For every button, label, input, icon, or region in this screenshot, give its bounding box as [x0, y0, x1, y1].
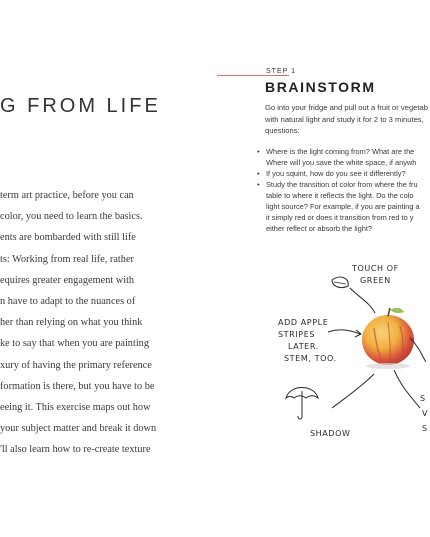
body-line: ents are bombarded with still life: [0, 232, 136, 244]
list-item-line: either reflect or absorb the light?: [266, 224, 372, 233]
annotation-text: TOUCH OF: [352, 264, 399, 273]
list-item-line: Study the transition of color from where the fru: [266, 180, 418, 189]
list-item-line: Where is the light coming from? What are the: [266, 147, 415, 156]
list-item-line: it simply red or does it transition from red to y: [266, 213, 414, 222]
step-title: BRAINSTORM: [265, 79, 376, 95]
apple-painting: [362, 308, 414, 369]
body-line: your subject matter and break it down: [0, 423, 157, 435]
body-line: her than relying on what you think: [0, 317, 143, 329]
annotation-text: V: [422, 409, 429, 418]
list-item: [257, 179, 420, 234]
body-line: formation is there, but you have to be: [0, 380, 155, 392]
umbrella-icon: [286, 388, 318, 420]
annotation-text: LATER.: [288, 342, 319, 351]
bullet-glyph: •: [257, 169, 260, 178]
annotation-right-edge: [420, 394, 428, 433]
apple-sketch-illustration: [270, 258, 430, 458]
intro-paragraph: [265, 102, 430, 137]
annotation-text: STEM, TOO.: [284, 354, 337, 363]
annotation-text: STRIPES: [278, 330, 316, 339]
bullet-glyph: •: [257, 180, 260, 189]
list-item-line: table to where it reflects the light. Do the colo: [266, 191, 414, 200]
annotation-shadow: SHADOW: [310, 429, 351, 438]
step-rule-divider: [217, 75, 289, 76]
body-line: ke to say that when you are painting: [0, 338, 149, 350]
chapter-title: G FROM LIFE: [0, 95, 161, 117]
body-line: n have to adapt to the nuances of: [0, 295, 136, 307]
body-line: 'll also learn how to re-create texture: [0, 444, 151, 456]
list-item: [257, 146, 420, 168]
body-line: equires greater engagement with: [0, 274, 135, 286]
body-line: term art practice, before you can: [0, 190, 134, 201]
list-item-line: light source? For example, if you are painting a: [266, 202, 420, 211]
annotation-touch-of-green: [351, 264, 399, 285]
body-line: color, you need to learn the basics.: [0, 211, 143, 223]
annotation-text: S: [422, 424, 428, 433]
intro-line: questions:: [265, 126, 300, 135]
intro-line: with natural light and study it for 2 to 3 minutes,: [265, 114, 424, 124]
body-line: xury of having the primary reference: [0, 359, 152, 371]
list-item: [257, 168, 420, 179]
body-line: ts: Working from real life, rather: [0, 253, 134, 265]
left-body-text: [0, 185, 200, 460]
annotation-text: S: [420, 394, 426, 403]
body-line: eeing it. This exercise maps out how: [0, 401, 151, 413]
step-label: STEP 1: [266, 68, 296, 75]
intro-line: Go into your fridge and pull out a fruit or vegetab: [265, 103, 428, 112]
list-item-line: If you squint, how do you see it differently?: [266, 169, 406, 178]
annotation-text: ADD APPLE: [278, 318, 329, 327]
annotation-add-apple-stripes: [278, 318, 337, 363]
list-item-line: Where will you save the white space, if anywh: [266, 158, 417, 167]
question-list: [257, 146, 420, 234]
bullet-glyph: •: [257, 147, 260, 156]
annotation-text: GREEN: [360, 276, 391, 285]
